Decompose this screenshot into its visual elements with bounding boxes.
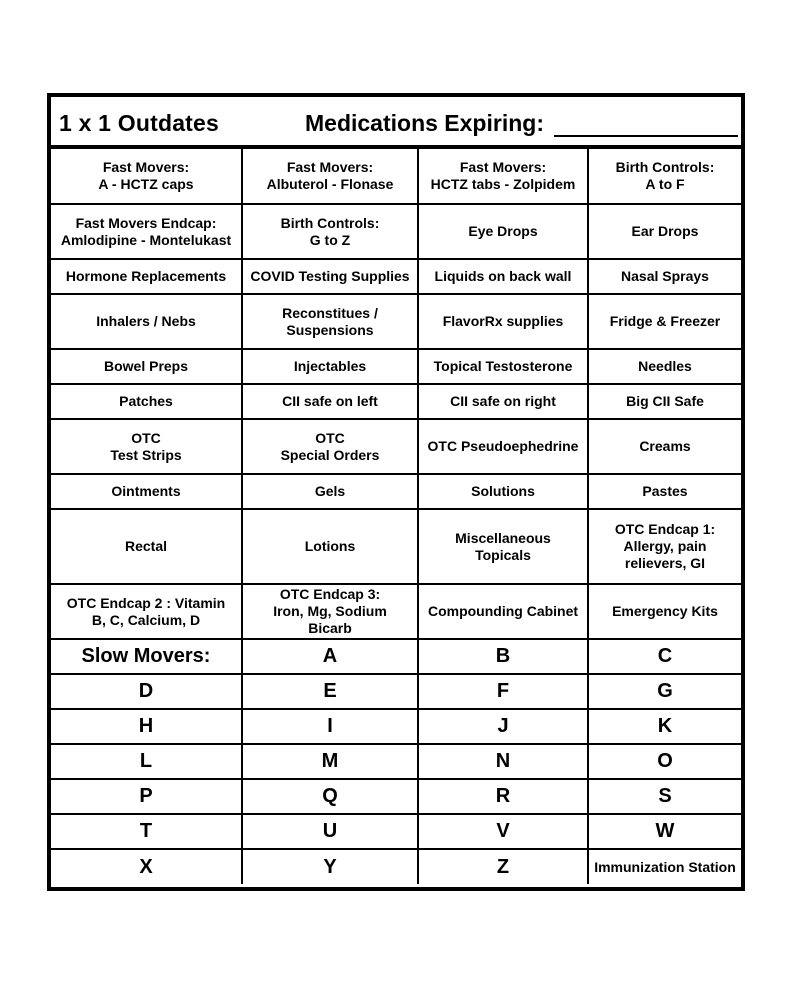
grid-row	[51, 294, 741, 349]
grid-cell	[418, 584, 588, 639]
cell-label: FlavorRx supplies	[442, 313, 564, 329]
cell-label: Injectables	[293, 358, 367, 374]
grid-row	[51, 674, 741, 709]
grid-cell	[51, 584, 242, 639]
grid-row	[51, 259, 741, 294]
cell-label: F	[496, 680, 510, 702]
grid-cell	[588, 294, 741, 349]
cell-label: D	[138, 680, 154, 702]
cell-label: OTC Endcap 3: Iron, Mg, Sodium Bicarb	[273, 586, 387, 636]
cell-label: R	[495, 785, 511, 807]
cell-label: Gels	[314, 483, 346, 499]
cell-label: Birth Controls: A to F	[615, 159, 715, 192]
cell-label: Y	[323, 855, 337, 878]
cell-label: Birth Controls: G to Z	[280, 214, 380, 248]
cell-label: Emergency Kits	[612, 603, 718, 619]
grid-cell	[51, 509, 242, 584]
grid-cell	[588, 384, 741, 419]
grid-cell	[588, 779, 741, 814]
medications-expiring-label: Medications Expiring:	[305, 110, 544, 136]
cell-label: L	[139, 750, 153, 772]
grid-cell	[51, 259, 242, 294]
cell-label: Lotions	[304, 538, 356, 554]
grid-cell	[588, 744, 741, 779]
grid-cell	[242, 709, 418, 744]
grid-cell	[242, 814, 418, 849]
cell-label: OTC Endcap 1: Allergy, pain relievers, GI	[614, 521, 716, 571]
grid-row	[51, 709, 741, 744]
cell-label: P	[139, 785, 153, 807]
grid-cell	[588, 509, 741, 584]
cell-label: Eye Drops	[468, 223, 538, 239]
cell-label: I	[327, 715, 333, 737]
grid-cell	[242, 294, 418, 349]
cell-label: Fast Movers: A - HCTZ caps	[98, 159, 194, 192]
grid-cell	[418, 474, 588, 509]
grid-cell	[51, 149, 242, 204]
grid-cell	[242, 744, 418, 779]
cell-label: Fast Movers: Albuterol - Flonase	[266, 159, 394, 192]
cell-label: COVID Testing Supplies	[250, 268, 410, 284]
cell-label: M	[321, 750, 339, 772]
grid-cell	[588, 814, 741, 849]
cell-label: B	[495, 645, 511, 667]
cell-label: J	[497, 715, 509, 737]
cell-label: OTC Test Strips	[110, 429, 182, 463]
cell-label: Ointments	[111, 483, 181, 499]
cell-label: OTC Endcap 2 : Vitamin B, C, Calcium, D	[66, 594, 226, 628]
cell-label: A	[322, 645, 338, 667]
cell-label: OTC Pseudoephedrine	[427, 438, 579, 454]
grid-cell	[242, 584, 418, 639]
grid-cell	[51, 674, 242, 709]
cell-label: Fridge & Freezer	[609, 313, 721, 329]
sheet-title: 1 x 1 Outdates	[59, 110, 220, 136]
grid-cell	[588, 149, 741, 204]
grid-row	[51, 349, 741, 384]
grid-cell	[242, 349, 418, 384]
grid-cell	[51, 849, 242, 884]
cell-label: Bowel Preps	[103, 358, 189, 374]
grid-cell	[51, 779, 242, 814]
grid-cell	[588, 349, 741, 384]
grid-cell	[418, 349, 588, 384]
grid-cell	[588, 849, 741, 884]
grid-row	[51, 744, 741, 779]
cell-label: Z	[496, 855, 510, 878]
grid-row	[51, 509, 741, 584]
grid-row	[51, 149, 741, 204]
grid-cell	[242, 779, 418, 814]
grid-cell	[51, 709, 242, 744]
grid-cell	[588, 584, 741, 639]
grid-cell	[588, 639, 741, 674]
grid-cell	[418, 294, 588, 349]
grid-row	[51, 474, 741, 509]
grid-cell	[242, 849, 418, 884]
cell-label: Creams	[639, 438, 691, 454]
cell-label: Slow Movers:	[81, 645, 211, 667]
cell-label: CII safe on right	[450, 393, 556, 409]
expiring-date-blank-line	[554, 135, 738, 137]
grid-cell	[242, 509, 418, 584]
grid-cell	[418, 744, 588, 779]
grid-cell	[418, 509, 588, 584]
grid-cell	[588, 674, 741, 709]
cell-label: Nasal Sprays	[621, 268, 709, 284]
cell-label: Patches	[119, 393, 173, 409]
grid-cell	[51, 294, 242, 349]
cell-label: Big CII Safe	[626, 393, 704, 409]
cell-label: U	[322, 820, 338, 842]
cell-label: Fast Movers: HCTZ tabs - Zolpidem	[430, 159, 576, 192]
cell-label: CII safe on left	[282, 393, 378, 409]
cell-label: Pastes	[642, 483, 688, 499]
grid-row	[51, 779, 741, 814]
cell-label: Topical Testosterone	[433, 358, 573, 374]
cell-label: OTC Special Orders	[280, 429, 380, 463]
cell-label: Immunization Station	[594, 858, 736, 875]
cell-label: Ear Drops	[631, 223, 699, 239]
grid-row	[51, 419, 741, 474]
grid-row	[51, 204, 741, 259]
grid-cell	[418, 849, 588, 884]
grid-cell	[418, 384, 588, 419]
grid-cell	[418, 419, 588, 474]
cell-label: T	[139, 820, 153, 842]
cell-label: Fast Movers Endcap: Amlodipine - Montelukast	[60, 214, 232, 248]
grid-cell	[242, 259, 418, 294]
grid-cell	[242, 639, 418, 674]
grid-row	[51, 639, 741, 674]
grid-cell	[588, 259, 741, 294]
grid-row	[51, 584, 741, 639]
grid-cell	[588, 204, 741, 259]
grid-cell	[242, 204, 418, 259]
grid-cell	[418, 639, 588, 674]
cell-label: Reconstitues / Suspensions	[282, 304, 378, 338]
grid-cell	[51, 474, 242, 509]
grid-cell	[51, 384, 242, 419]
cell-label: W	[655, 820, 675, 842]
grid-cell	[418, 259, 588, 294]
cell-label: Hormone Replacements	[65, 268, 227, 284]
cell-label: Solutions	[471, 483, 535, 499]
cell-label: S	[658, 785, 672, 807]
cell-label: V	[496, 820, 510, 842]
grid-cell	[588, 709, 741, 744]
grid-row	[51, 849, 741, 884]
cell-label: Liquids on back wall	[434, 268, 572, 284]
grid-cell	[588, 474, 741, 509]
grid-cell	[51, 744, 242, 779]
cell-label: H	[138, 715, 154, 737]
outdates-sheet	[47, 93, 745, 891]
grid-cell	[418, 204, 588, 259]
grid-cell	[242, 419, 418, 474]
cell-label: E	[323, 680, 337, 702]
grid-cell	[418, 814, 588, 849]
cell-label: Compounding Cabinet	[427, 603, 579, 619]
grid-cell	[242, 674, 418, 709]
cell-label: Needles	[638, 358, 692, 374]
grid-cell	[51, 639, 242, 674]
cell-label: C	[657, 645, 673, 667]
grid-cell	[242, 384, 418, 419]
grid-row	[51, 384, 741, 419]
cell-label: Miscellaneous Topicals	[455, 529, 551, 563]
cell-label: X	[139, 855, 153, 878]
cell-label: K	[657, 715, 673, 737]
grid-cell	[51, 419, 242, 474]
location-grid	[51, 149, 741, 884]
cell-label: O	[657, 750, 673, 772]
grid-cell	[418, 709, 588, 744]
grid-row	[51, 814, 741, 849]
grid-cell	[51, 814, 242, 849]
grid-cell	[51, 204, 242, 259]
grid-cell	[418, 674, 588, 709]
grid-cell	[242, 474, 418, 509]
cell-label: Inhalers / Nebs	[96, 313, 196, 329]
grid-cell	[51, 349, 242, 384]
cell-label: N	[495, 750, 511, 772]
cell-label: Rectal	[124, 538, 168, 554]
sheet-header	[51, 97, 741, 149]
grid-cell	[418, 149, 588, 204]
grid-cell	[242, 149, 418, 204]
cell-label: Q	[322, 785, 338, 807]
grid-cell	[588, 419, 741, 474]
grid-cell	[418, 779, 588, 814]
cell-label: G	[657, 680, 673, 702]
